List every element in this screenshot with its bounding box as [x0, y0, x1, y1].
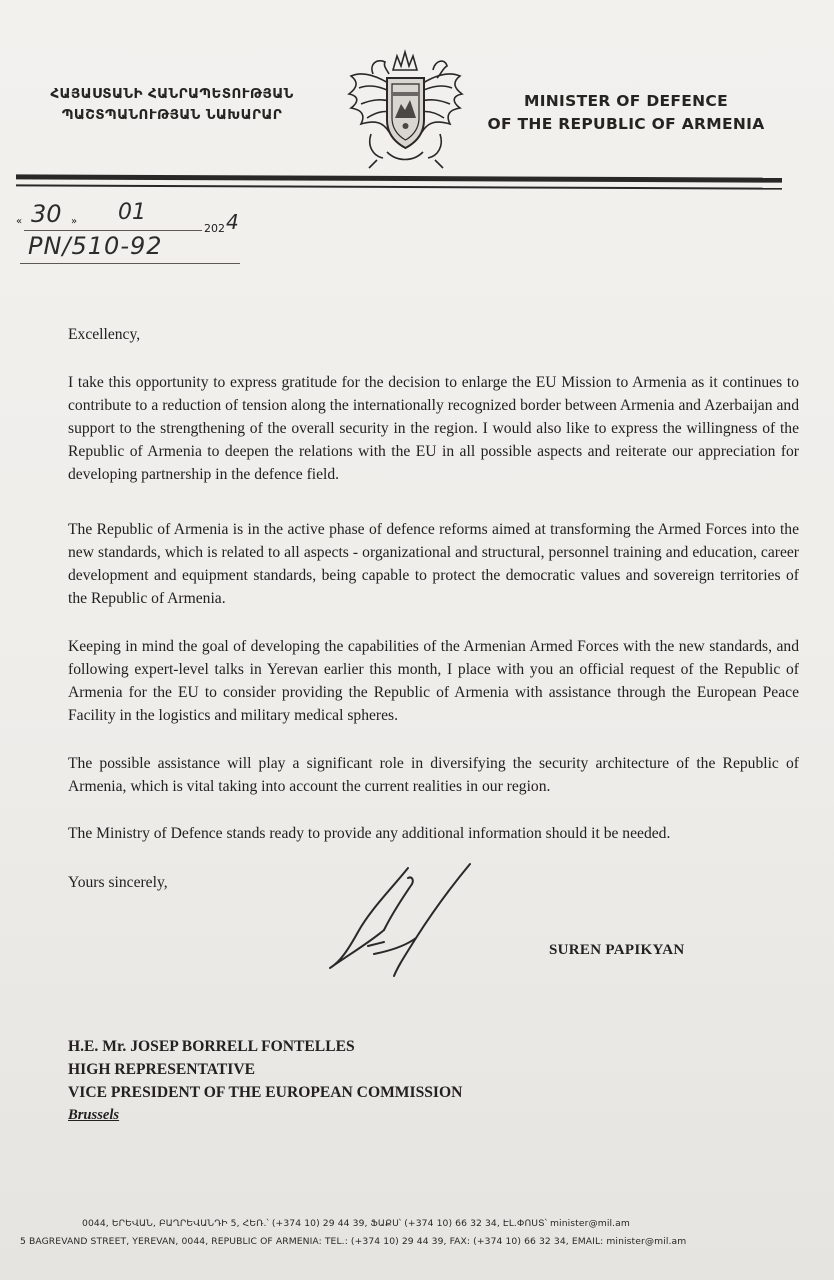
footer-armenian-address: 0044, ԵՐԵՎԱՆ, ԲԱՂՐԵՎԱՆԴԻ 5, ՀԵՌ.՝ (+374 10) 29 44 39, ՖԱՔՍ՝ (+374 10) 66 32 34, ԷԼ.ՓՈՍՏ՝ minister@mil.am: [82, 1218, 630, 1229]
armenian-header-line-2: ՊԱՇՏՊԱՆՈՒԹՅԱՆ ՆԱԽԱՐԱՐ: [61, 107, 283, 123]
recipient-line-1: H.E. Mr. JOSEP BORRELL FONTELLES: [68, 1038, 355, 1055]
date-year-printed: 202: [204, 222, 225, 235]
footer-english-address: 5 BAGREVAND STREET, YEREVAN, 0044, REPUBLIC OF ARMENIA: TEL.: (+374 10) 29 44 39, FAX: (+374 10) 66 32 34, EMAIL: minister@mil.am: [20, 1236, 687, 1247]
reference-number: PN/510-92: [28, 232, 163, 260]
date-underline: [24, 230, 202, 231]
header-rule-thin: [16, 184, 782, 189]
date-day: 30: [31, 200, 62, 228]
date-month: 01: [118, 200, 146, 225]
english-header-line-2: OF THE REPUBLIC OF ARMENIA: [487, 115, 765, 133]
body-paragraph-4: The possible assistance will play a significant role in diversifying the security architecture of the Republic of Armenia, which is vital taking into account the current realities in our region.: [68, 755, 799, 795]
salutation: Excellency,: [68, 326, 141, 343]
body-paragraph-1: I take this opportunity to express gratitude for the decision to enlarge the EU Mission to Armenia as it continues to contribute to a reduction of tension along the internationally recognized border between Armenia and Azerbaijan and support to the strengthening of the overall security in the region. I would also like to express the willingness of the Republic of Armenia to deepen the relations with the EU in all possible aspects and reiterate our appreciation for developing partnership in the defence field.: [68, 374, 799, 483]
signature-icon: [322, 858, 482, 983]
reference-block: [16, 196, 256, 266]
date-close-quote: »: [71, 216, 78, 227]
date-open-quote: «: [16, 216, 23, 227]
body-paragraph-2: The Republic of Armenia is in the active phase of defence reforms aimed at transforming the Armed Forces into the new standards, which is related to all aspects - organizational and structural, personnel training and education, career development and equipment standards, being capable to protect the democratic values and sovereign territories of the Republic of Armenia.: [68, 521, 799, 607]
recipient-block: [68, 1035, 688, 1127]
armenian-header-line-1: ՀԱՅԱՍՏԱՆԻ ՀԱՆՐԱՊԵՏՈՒԹՅԱՆ: [50, 86, 294, 102]
recipient-line-2: HIGH REPRESENTATIVE: [68, 1061, 256, 1078]
recipient-line-3: VICE PRESIDENT OF THE EUROPEAN COMMISSION: [68, 1084, 463, 1101]
recipient-city: Brussels: [68, 1107, 120, 1123]
english-header-line-1: MINISTER OF DEFENCE: [523, 92, 728, 110]
body-paragraph-5: The Ministry of Defence stands ready to provide any additional information should it be needed.: [68, 825, 671, 842]
header-rule-thick: [16, 174, 782, 182]
coat-of-arms-icon: [343, 48, 468, 171]
armenian-header: [22, 84, 322, 126]
closing: Yours sincerely,: [68, 874, 168, 891]
reference-underline: [20, 263, 240, 264]
signatory-name: SUREN PAPIKYAN: [549, 942, 685, 958]
date-year-handwritten: 4: [226, 210, 239, 234]
english-header: [478, 90, 774, 136]
body-paragraph-3: Keeping in mind the goal of developing the capabilities of the Armenian Armed Forces with the new standards, and following expert-level talks in Yerevan earlier this month, I place with you an official request of the Republic of Armenia for the EU to consider providing the Republic of Armenia with assistance through the European Peace Facility in the logistics and military medical spheres.: [68, 638, 799, 724]
